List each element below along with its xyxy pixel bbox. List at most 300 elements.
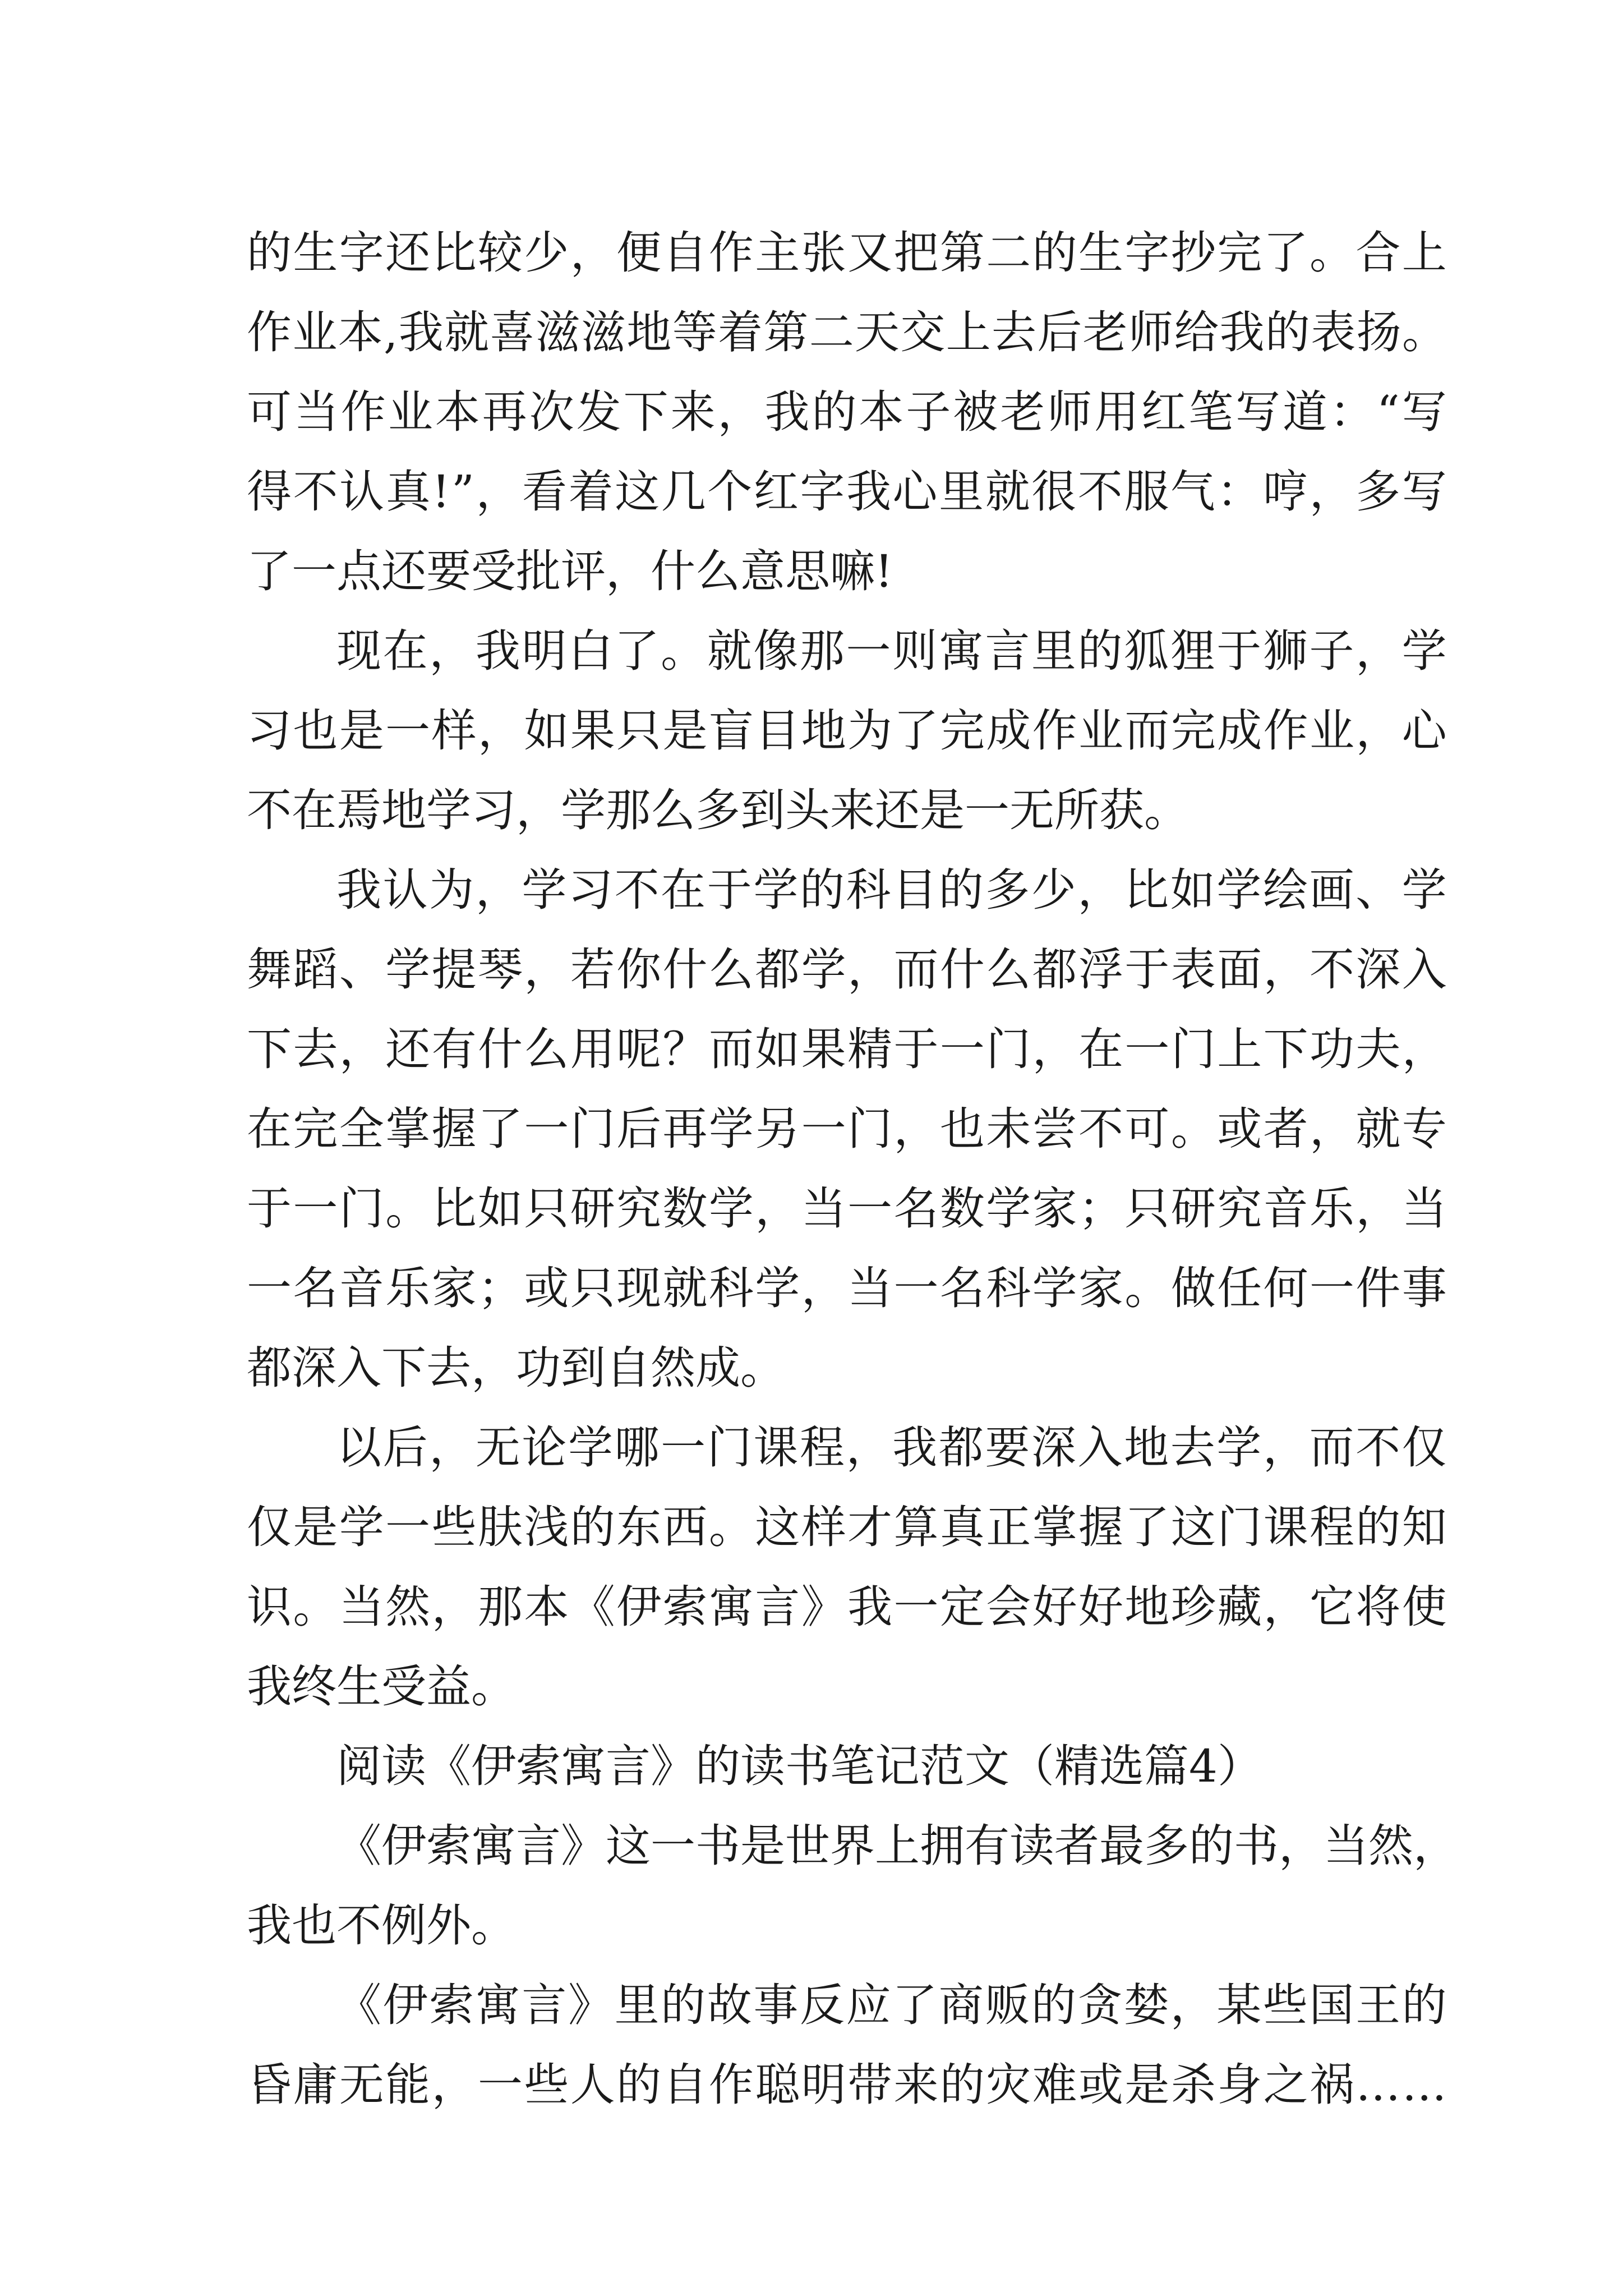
text-line [247, 452, 1447, 532]
text-char: 《 [336, 1979, 381, 2031]
text-char: 地 [626, 306, 672, 358]
text-char: 我 [398, 306, 444, 358]
text-char: 我 [846, 466, 891, 518]
text-char: ， [1077, 864, 1123, 916]
text-char: 少 [1031, 864, 1076, 916]
text-char: 狸 [1170, 625, 1215, 677]
text-char: 着 [568, 466, 614, 518]
text-char: 》 [801, 1581, 846, 1633]
text-char: 任 [1217, 1262, 1262, 1314]
text-char: 寓 [471, 1820, 516, 1872]
text-char: 较 [477, 227, 523, 279]
text-char: 一 [385, 1501, 431, 1553]
text-char: 像 [753, 625, 799, 677]
text-char: 》 [561, 1820, 606, 1872]
text-char: 真 [939, 1501, 985, 1553]
text-char: 界 [830, 1820, 875, 1872]
text-char: 者 [1054, 1820, 1099, 1872]
text-char: 学 [385, 944, 431, 996]
text-char: 然 [385, 1581, 431, 1633]
text-char: 故 [707, 1979, 752, 2031]
text-char: 服 [1124, 466, 1169, 518]
text-line [247, 293, 1447, 372]
text-line [247, 1249, 1447, 1328]
text-char: 知 [1401, 1501, 1447, 1553]
text-char: ， [1309, 1103, 1354, 1155]
text-char: 只 [570, 1262, 615, 1314]
text-char: 识 [247, 1581, 292, 1633]
text-char: 最 [1099, 1820, 1144, 1872]
text-char: 读 [1009, 1820, 1054, 1872]
text-char: 的 [799, 864, 845, 916]
text-char: 的 [811, 386, 857, 438]
text-char: 里 [939, 466, 984, 518]
text-char: 可 [1124, 1103, 1170, 1155]
text-char: 书 [1234, 1820, 1279, 1872]
text-char: 仅 [1401, 1421, 1447, 1474]
text-char: 样 [431, 705, 477, 757]
text-char: 目 [892, 864, 938, 916]
text-char: 还 [385, 1023, 431, 1075]
text-char: 学 [986, 1182, 1031, 1235]
text-char: 使 [1401, 1581, 1447, 1633]
text-char: 学 [1216, 864, 1262, 916]
text-char: 寓 [475, 1979, 520, 2031]
text-char: ， [431, 1581, 477, 1633]
text-char: 程 [799, 1421, 845, 1474]
text-char: 学 [522, 864, 567, 916]
text-char: 何 [1263, 1262, 1308, 1314]
text-char: 精 [847, 1023, 893, 1075]
text-char: 握 [1078, 1501, 1124, 1553]
text-char: 可 [247, 386, 292, 438]
text-char: 珍 [1170, 1581, 1216, 1633]
text-char: 只 [524, 1182, 569, 1235]
text-char: 的 [1032, 227, 1077, 279]
text-char: 。 [385, 1182, 431, 1235]
text-char: 第 [939, 227, 985, 279]
text-char: 认 [382, 864, 428, 916]
text-char: 明 [801, 2059, 846, 2111]
text-char: 一 [801, 1103, 846, 1155]
text-char: 或 [524, 1262, 569, 1314]
text-line [247, 1727, 1447, 1806]
text-char: 心 [1401, 705, 1447, 757]
text-char: 在 [661, 864, 706, 916]
text-char: 当 [1324, 1820, 1368, 1872]
text-char: 上 [1401, 227, 1447, 279]
text-char: 业 [1309, 705, 1354, 757]
text-char: 把 [893, 227, 939, 279]
text-char: 子 [906, 386, 951, 438]
text-char: 音 [1263, 1182, 1308, 1235]
text-char: 我 [764, 386, 810, 438]
text-char: 我 [475, 625, 520, 677]
text-char: 写 [1235, 386, 1281, 438]
text-char: 就 [444, 306, 490, 358]
text-char: ； [477, 1262, 523, 1314]
text-char: 或 [1217, 1103, 1262, 1155]
text-char: 蹈 [293, 944, 338, 996]
text-char: ， [1032, 1023, 1077, 1075]
text-char: 商 [938, 1979, 984, 2031]
text-char: 下 [1263, 1023, 1308, 1075]
text-char: 掌 [385, 1103, 431, 1155]
text-char: 《 [570, 1581, 615, 1633]
text-char: 祸 [1309, 2059, 1354, 2111]
text-char: 就 [1355, 1103, 1401, 1155]
text-char: 是 [1124, 2059, 1170, 2111]
text-char: 绘 [1262, 864, 1308, 916]
text-char: 里 [614, 1979, 660, 2031]
text-char: 上 [1217, 1023, 1262, 1075]
text-char: 生 [1078, 227, 1124, 279]
text-char: 全 [339, 1103, 384, 1155]
text-char: 带 [847, 2059, 893, 2111]
text-char: 科 [986, 1262, 1031, 1314]
text-char: 言 [755, 1581, 800, 1633]
text-char: ， [847, 944, 893, 996]
text-char: 得 [247, 466, 292, 518]
text-char: 的 [1031, 1979, 1076, 2031]
text-char: 写 [1401, 386, 1447, 438]
text-char: 只 [1124, 1182, 1170, 1235]
text-char: 是 [339, 705, 384, 757]
text-char: 表 [1311, 306, 1356, 358]
text-char: 伊 [381, 1820, 426, 1872]
text-char: 上 [875, 1820, 920, 1872]
text-line [247, 1567, 1447, 1647]
text-char: 一 [1124, 1023, 1170, 1075]
text-char: 滋 [535, 306, 580, 358]
text-char: 这 [1170, 1501, 1216, 1553]
text-char: 一 [477, 2059, 523, 2111]
text-char: 抄 [1170, 227, 1216, 279]
text-char: 主 [755, 227, 800, 279]
text-char: 世 [785, 1820, 830, 1872]
text-char: 比 [431, 1182, 477, 1235]
text-char: 哼 [1263, 466, 1308, 518]
text-char: 算 [893, 1501, 939, 1553]
text-char: 夫 [1355, 1023, 1401, 1075]
text-char: 有 [965, 1820, 1009, 1872]
text-char: 红 [1141, 386, 1187, 438]
text-char: 来 [670, 386, 716, 438]
text-char: 的 [570, 1501, 615, 1553]
text-char: 门 [707, 1421, 752, 1474]
text-char: ， [524, 944, 569, 996]
text-char: 庸 [293, 2059, 338, 2111]
text-char: 本 [524, 1581, 569, 1633]
text-char: ， [1355, 1182, 1401, 1235]
text-char: 正 [986, 1501, 1031, 1553]
text-char: 二 [809, 306, 854, 358]
text-char: 于 [1124, 944, 1170, 996]
text-line-content: 我终生受益。 [247, 1660, 516, 1713]
text-char: 画 [1309, 864, 1354, 916]
text-char: 。 [661, 625, 706, 677]
text-char: 在 [382, 625, 428, 677]
text-char: 人 [570, 2059, 615, 2111]
text-char: 认 [339, 466, 385, 518]
text-char: 浮 [1078, 944, 1124, 996]
text-char: 将 [1355, 1581, 1401, 1633]
text-char: 被 [953, 386, 998, 438]
text-char: ， [1401, 1023, 1447, 1075]
text-char: 了 [477, 1103, 523, 1155]
text-char: 我 [847, 1581, 893, 1633]
text-char: ： [1329, 386, 1375, 438]
text-char: 哪 [614, 1421, 660, 1474]
text-char: 心 [892, 466, 938, 518]
text-char: 些 [524, 2059, 569, 2111]
text-char: 交 [900, 306, 946, 358]
text-char: 给 [1174, 306, 1219, 358]
text-char: 么 [524, 1023, 569, 1075]
text-char: 门 [847, 1103, 893, 1155]
text-char: 一 [846, 625, 891, 677]
text-char: ， [429, 625, 474, 677]
text-char: 一 [893, 1262, 939, 1314]
text-char: 深 [1355, 944, 1401, 996]
text-char: 于 [707, 864, 752, 916]
text-char: 定 [939, 1581, 985, 1633]
text-char: … [1355, 2059, 1401, 2111]
text-char: 科 [846, 864, 891, 916]
text-char: 言 [522, 1979, 567, 2031]
text-line [247, 611, 1447, 691]
text-char: 好 [1032, 1581, 1077, 1633]
text-char: 都 [938, 1421, 984, 1474]
text-char: , [383, 306, 398, 358]
text-char: 字 [1124, 227, 1170, 279]
text-char: 当 [801, 1182, 846, 1235]
text-char: ， [570, 227, 615, 279]
text-char: 作 [247, 306, 292, 358]
text-char: 果 [570, 705, 615, 757]
text-char: 真 [385, 466, 431, 518]
text-char: 成 [986, 705, 1031, 757]
text-char: 事 [753, 1979, 799, 2031]
text-char: 次 [529, 386, 574, 438]
text-char: 杀 [1170, 2059, 1216, 2111]
text-char: 一 [651, 1820, 695, 1872]
text-char: 索 [429, 1979, 474, 2031]
text-char: 了 [1263, 227, 1308, 279]
text-line [247, 1089, 1447, 1169]
text-char: 无 [339, 2059, 384, 2111]
text-char: 一 [661, 1421, 706, 1474]
text-char: 言 [985, 625, 1030, 677]
text-char: 专 [1401, 1103, 1447, 1155]
text-line [247, 930, 1447, 1010]
text-char: 的 [616, 2059, 662, 2111]
text-char: 比 [431, 227, 477, 279]
text-char: 里 [1031, 625, 1076, 677]
text-char: 寓 [938, 625, 984, 677]
text-char: 现 [616, 1262, 662, 1314]
text-char: 会 [986, 1581, 1031, 1633]
text-char: 生 [293, 227, 338, 279]
text-char: 家 [1078, 1262, 1124, 1314]
text-char: 入 [1077, 1421, 1123, 1474]
text-char: 则 [892, 625, 938, 677]
text-char: 些 [1262, 1979, 1308, 2031]
body-text [247, 213, 1458, 2125]
text-char: 握 [431, 1103, 477, 1155]
text-char: 什 [662, 944, 708, 996]
text-line-content: 阅读《伊索寓言》的读书笔记范文（精选篇4） [336, 1740, 1262, 1792]
text-char: 么 [708, 944, 754, 996]
text-char: 还 [385, 227, 431, 279]
text-char: 后 [382, 1421, 428, 1474]
text-char: 什 [477, 1023, 523, 1075]
text-char: 去 [1170, 1421, 1215, 1474]
text-char: 而 [1124, 705, 1170, 757]
text-line [247, 1328, 1447, 1408]
text-char: ， [1263, 944, 1308, 996]
text-char: 滋 [581, 306, 626, 358]
text-line-content: 都深入下去，功到自然成。 [247, 1342, 785, 1394]
text-char: 好 [1078, 1581, 1124, 1633]
text-char: 这 [755, 1501, 800, 1553]
text-char: ， [1355, 625, 1401, 677]
text-char: 件 [1355, 1262, 1401, 1314]
text-char: 地 [801, 705, 846, 757]
text-char: 白 [568, 625, 613, 677]
text-char: 一 [293, 1182, 338, 1235]
text-char: 自 [662, 2059, 708, 2111]
text-char: 》 [568, 1979, 613, 2031]
text-char: 我 [1219, 306, 1265, 358]
text-char: 不 [1077, 466, 1123, 518]
text-char: 我 [336, 864, 381, 916]
text-char: 发 [576, 386, 621, 438]
text-char: 为 [847, 705, 893, 757]
text-char: 老 [1000, 386, 1045, 438]
text-char: 如 [755, 1023, 800, 1075]
text-char: 业 [388, 386, 433, 438]
text-line [247, 213, 1447, 293]
text-char: 二 [986, 227, 1031, 279]
text-char: 一 [939, 1023, 985, 1075]
text-char: 你 [616, 944, 662, 996]
text-char: 的 [1355, 1501, 1401, 1553]
text-char: 么 [986, 944, 1031, 996]
text-char: 狮 [1262, 625, 1308, 677]
text-char: ， [477, 705, 523, 757]
text-char: 作 [708, 2059, 754, 2111]
text-char: 一 [247, 1262, 292, 1314]
text-line-content: 不在焉地学习，学那么多到头来还是一无所获。 [247, 784, 1189, 836]
text-char: 。 [293, 1581, 338, 1633]
text-char: 一 [1309, 1262, 1354, 1314]
text-char: ， [431, 2059, 477, 2111]
text-char: 少 [524, 227, 569, 279]
text-char: 去 [992, 306, 1037, 358]
text-char: 的 [1077, 625, 1123, 677]
text-char: 仅 [247, 1501, 292, 1553]
text-line [247, 1010, 1447, 1089]
text-char: 不 [1078, 1103, 1124, 1155]
text-char: 为 [429, 864, 474, 916]
text-char: 做 [1170, 1262, 1216, 1314]
text-char: 那 [799, 625, 845, 677]
text-char: 名 [893, 1182, 939, 1235]
text-char: 的 [939, 2059, 985, 2111]
text-char: 门 [986, 1023, 1031, 1075]
text-char: 只 [616, 705, 662, 757]
text-char: 也 [293, 705, 338, 757]
text-char: 藏 [1217, 1581, 1262, 1633]
text-char: 提 [431, 944, 477, 996]
text-char: 狐 [1124, 625, 1169, 677]
text-char: 以 [336, 1421, 381, 1474]
text-char: 本 [338, 306, 383, 358]
text-char: 门 [1217, 1501, 1262, 1553]
text-char: 数 [939, 1182, 985, 1235]
text-char: 学 [801, 944, 846, 996]
text-char: 学 [708, 1182, 754, 1235]
text-char: 课 [753, 1421, 799, 1474]
text-char: 我 [892, 1421, 938, 1474]
text-char: 的 [1189, 1820, 1234, 1872]
text-char: 表 [1170, 944, 1216, 996]
text-char: 学 [568, 1421, 613, 1474]
text-char: 的 [1401, 1979, 1447, 2031]
text-char: 字 [339, 227, 384, 279]
text-char: 、 [1355, 864, 1401, 916]
text-char: 贪 [1077, 1979, 1123, 2031]
text-char: 的 [938, 864, 984, 916]
text-char: 着 [718, 306, 763, 358]
text-char: 舞 [247, 944, 292, 996]
text-char: 王 [1355, 1979, 1401, 2031]
text-char: ， [717, 386, 763, 438]
text-line [247, 1806, 1458, 1886]
text-char: 索 [426, 1820, 471, 1872]
text-char: 究 [1217, 1182, 1262, 1235]
text-char: 家 [1032, 1182, 1077, 1235]
text-char: ， [339, 1023, 384, 1075]
text-line [247, 771, 1447, 850]
text-char: 反 [799, 1979, 845, 2031]
text-char: 习 [247, 705, 292, 757]
text-char: 门 [339, 1182, 384, 1235]
text-char: ： [1216, 466, 1262, 518]
text-char: 作 [1263, 705, 1308, 757]
text-char: ， [476, 466, 521, 518]
text-char: 地 [1124, 1581, 1170, 1633]
text-char: 面 [1217, 944, 1262, 996]
text-char: 去 [293, 1023, 338, 1075]
text-char: 天 [855, 306, 900, 358]
text-char: 西 [662, 1501, 708, 1553]
text-char: 学 [708, 1103, 754, 1155]
text-char: 学 [1401, 625, 1447, 677]
text-char: 入 [1401, 944, 1447, 996]
text-char: 未 [986, 1103, 1031, 1155]
text-char: 笔 [1188, 386, 1234, 438]
text-line [247, 691, 1447, 771]
text-char: 家 [431, 1262, 477, 1314]
text-char: 又 [847, 227, 893, 279]
text-char: 课 [1263, 1501, 1308, 1553]
text-char: 道 [1282, 386, 1327, 438]
text-char: 再 [482, 386, 527, 438]
text-char: 作 [708, 227, 754, 279]
text-line [247, 1408, 1447, 1488]
